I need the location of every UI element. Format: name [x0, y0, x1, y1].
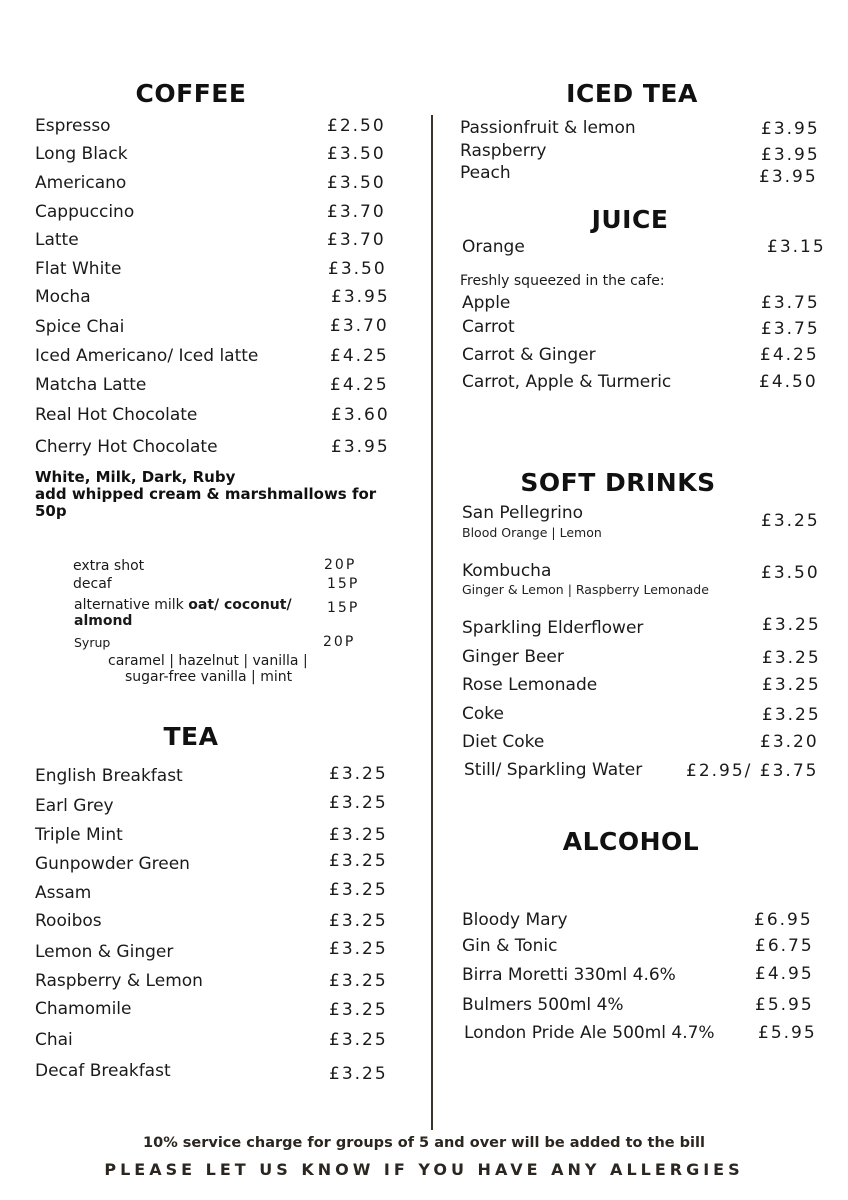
extra-item-name: Syrup: [74, 635, 111, 650]
menu-item-price: £3.60: [331, 405, 390, 425]
menu-item-price: £3.25: [329, 880, 388, 900]
menu-item-price: £3.75: [761, 293, 820, 313]
menu-item-name: Rooibos: [35, 911, 102, 931]
menu-item-price: £3.25: [329, 971, 388, 991]
hot-chocolate-note: 50p: [35, 502, 67, 520]
extra-item-name: [74, 597, 292, 613]
menu-item-price: £3.95: [761, 119, 820, 139]
menu-item-price: £3.95: [331, 437, 390, 457]
menu-item-price: £3.25: [329, 764, 388, 784]
menu-item-price: £4.25: [330, 346, 389, 366]
menu-item-name: Passionfruit & lemon: [460, 118, 636, 138]
allergy-note: PLEASE LET US KNOW IF YOU HAVE ANY ALLERGIES: [104, 1160, 744, 1179]
menu-item-price: £3.70: [330, 316, 389, 336]
iced-tea-heading: ICED TEA: [566, 79, 698, 108]
menu-item-price: £3.25: [762, 615, 821, 635]
menu-item-name: Long Black: [35, 144, 128, 164]
menu-item-price: £3.25: [761, 511, 820, 531]
extra-item-price: 20P: [323, 634, 356, 650]
menu-item-name: Mocha: [35, 287, 91, 307]
menu-item-price: £3.25: [329, 851, 388, 871]
menu-item-name: San Pellegrino: [462, 503, 584, 523]
menu-item-price: £3.70: [327, 202, 386, 222]
menu-item-price: £3.70: [327, 230, 386, 250]
column-divider: [431, 115, 433, 1130]
menu-item-price: £3.25: [329, 793, 388, 813]
menu-item-name: Raspberry: [460, 141, 547, 161]
coffee-heading: COFFEE: [135, 79, 247, 108]
menu-item-price: £3.25: [329, 1064, 388, 1084]
menu-item-name: Real Hot Chocolate: [35, 405, 198, 425]
menu-item-name: Cherry Hot Chocolate: [35, 437, 218, 457]
menu-item-name: Carrot & Ginger: [462, 345, 596, 365]
menu-item-price: £6.95: [754, 910, 813, 930]
menu-item-name: Birra Moretti 330ml 4.6%: [462, 965, 676, 985]
extra-item-price: 15P: [327, 600, 360, 616]
menu-item-price: £3.15: [767, 237, 826, 257]
menu-item-name: Peach: [460, 163, 511, 183]
menu-item-name: Sparkling Elderflower: [462, 618, 644, 638]
menu-item-name: Triple Mint: [35, 825, 123, 845]
menu-item-price: £3.25: [762, 675, 821, 695]
alt-milk-label: alternative milk: [74, 597, 189, 613]
menu-item-name: Rose Lemonade: [462, 675, 598, 695]
menu-item-name: Ginger Beer: [462, 647, 564, 667]
menu-item-name: Espresso: [35, 116, 111, 136]
menu-item-name: Lemon & Ginger: [35, 942, 174, 962]
menu-item-price: £3.50: [327, 144, 386, 164]
menu-item-price: £3.25: [329, 939, 388, 959]
menu-item-name: Gin & Tonic: [462, 936, 558, 956]
menu-item-name: Coke: [462, 704, 504, 724]
menu-item-name: Chai: [35, 1030, 73, 1050]
menu-item-price: £4.50: [759, 372, 818, 392]
menu-item-price: £5.95: [758, 1023, 817, 1043]
menu-item-price: £3.75: [761, 319, 820, 339]
menu-item-price: £6.75: [755, 936, 814, 956]
menu-item-name: Carrot: [462, 317, 515, 337]
alt-milk-options: oat/ coconut/: [188, 597, 292, 613]
menu-item-price: £3.50: [328, 259, 387, 279]
menu-item-name: Kombucha: [462, 561, 552, 581]
menu-item-name: Gunpowder Green: [35, 854, 190, 874]
menu-item-price: £3.25: [762, 705, 821, 725]
extra-item-name: decaf: [73, 576, 112, 592]
menu-item-price: £3.25: [329, 1030, 388, 1050]
menu-item-price: £4.25: [760, 345, 819, 365]
menu-item-price: £3.95: [761, 145, 820, 165]
menu-item-name: Assam: [35, 883, 92, 903]
menu-item-price: £4.25: [330, 375, 389, 395]
menu-item-price: £3.25: [329, 911, 388, 931]
menu-item-price: £3.95: [759, 167, 818, 187]
menu-item-name: Spice Chai: [35, 317, 125, 337]
menu-item-name: Cappuccino: [35, 202, 135, 222]
extra-item-name: extra shot: [73, 558, 145, 574]
menu-item-price: £2.50: [327, 116, 386, 136]
tea-heading: TEA: [163, 722, 219, 751]
menu-item-price: £3.25: [762, 648, 821, 668]
menu-item-name: Raspberry & Lemon: [35, 971, 203, 991]
soft-drinks-heading: SOFT DRINKS: [520, 468, 716, 497]
menu-item-name: Orange: [462, 237, 525, 257]
menu-item-flavours: Ginger & Lemon | Raspberry Lemonade: [462, 582, 709, 597]
menu-item-name: Earl Grey: [35, 796, 114, 816]
menu-item-name: English Breakfast: [35, 766, 183, 786]
juice-note: Freshly squeezed in the cafe:: [460, 273, 665, 289]
menu-item-price: £3.50: [761, 563, 820, 583]
syrup-flavours: caramel | hazelnut | vanilla |: [108, 653, 308, 669]
menu-item-name: Still/ Sparkling Water: [464, 760, 643, 780]
menu-item-name: Diet Coke: [462, 732, 545, 752]
syrup-flavours: sugar-free vanilla | mint: [125, 669, 293, 685]
menu-item-price: £3.20: [760, 732, 819, 752]
menu-item-price: £3.25: [329, 825, 388, 845]
hot-chocolate-note: White, Milk, Dark, Ruby: [35, 468, 236, 486]
menu-item-name: Latte: [35, 230, 79, 250]
extra-item-price: 20P: [324, 557, 357, 573]
alt-milk-options: almond: [74, 613, 133, 629]
menu-item-price: £4.95: [755, 964, 814, 984]
menu-item-flavours: Blood Orange | Lemon: [462, 525, 602, 540]
menu-item-name: London Pride Ale 500ml 4.7%: [464, 1023, 715, 1043]
service-charge-note: 10% service charge for groups of 5 and over will be added to the bill: [143, 1135, 705, 1151]
menu-item-name: Chamomile: [35, 999, 132, 1019]
menu-item-price: £3.50: [327, 173, 386, 193]
menu-item-price: £3.25: [329, 1000, 388, 1020]
juice-heading: JUICE: [591, 205, 669, 234]
menu-item-name: Decaf Breakfast: [35, 1061, 171, 1081]
menu-item-price: £5.95: [755, 995, 814, 1015]
menu-item-name: Carrot, Apple & Turmeric: [462, 372, 672, 392]
extra-item-price: 15P: [327, 576, 360, 592]
menu-item-name: Americano: [35, 173, 127, 193]
menu-item-name: Flat White: [35, 259, 122, 279]
menu-item-price: £3.95: [331, 287, 390, 307]
menu-item-name: Bloody Mary: [462, 910, 568, 930]
menu-item-price: £2.95/ £3.75: [686, 761, 819, 781]
alcohol-heading: ALCOHOL: [562, 827, 700, 856]
menu-item-name: Apple: [462, 293, 511, 313]
menu-item-name: Matcha Latte: [35, 375, 147, 395]
hot-chocolate-note: add whipped cream & marshmallows for: [35, 485, 377, 503]
menu-item-name: Bulmers 500ml 4%: [462, 995, 624, 1015]
menu-item-name: Iced Americano/ Iced latte: [35, 346, 259, 366]
